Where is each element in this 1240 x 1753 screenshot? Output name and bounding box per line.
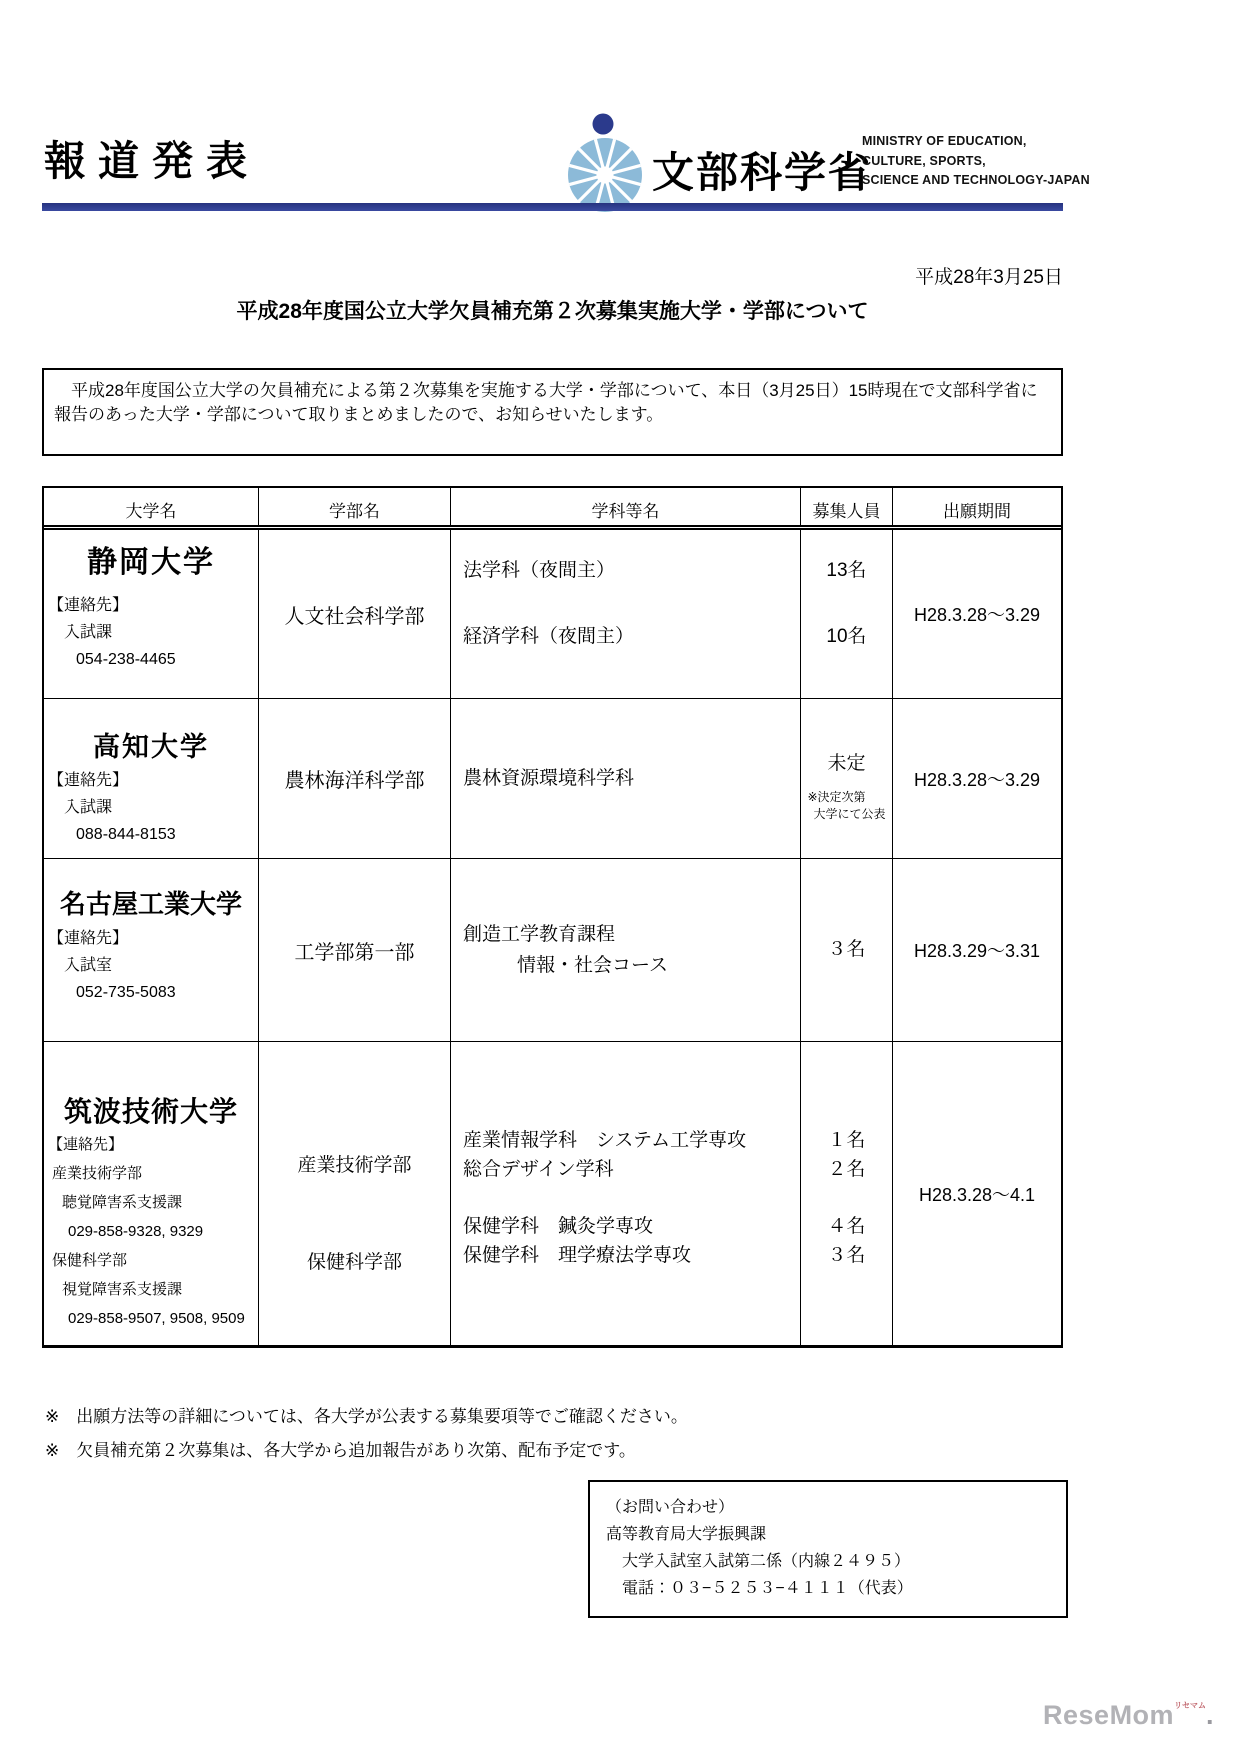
table-header-row [44,488,1061,530]
intro-text: 平成28年度国公立大学の欠員補充による第２次募集を実施する大学・学部について、本日（3月25日）15時現在で文部科学省に報告のあった大学・学部について取りまとめましたので、お知らせいたします。 [54,381,1038,424]
inquiry-line: （お問い合わせ） [606,1499,735,1516]
table-row [44,1042,1061,1345]
department-name: 総合デザイン学科 [463,1159,614,1180]
seats-cell [801,530,893,698]
contact-office: 視覚障害系支援課 [62,1281,183,1298]
watermark-dot: . [1205,1700,1214,1730]
contact-block [44,592,258,673]
ministry-en-line: MINISTRY OF EDUCATION, [862,134,1027,148]
seat-count: ４名 [827,1216,866,1237]
university-cell [44,530,259,698]
seat-count: ３名 [827,1245,866,1266]
university-name: 筑波技術大学 [63,1096,238,1127]
ministry-name-en [862,132,1090,191]
university-cell [44,699,259,858]
contact-phone: 052-735-5083 [76,984,176,1001]
department-name: 情報・社会コース [517,955,669,976]
department-cell [451,859,801,1041]
col-header-faculty: 学部名 [259,488,451,525]
table-row [44,699,1061,859]
seat-count: 13名 [826,560,867,581]
release-date: 平成28年3月25日 [915,267,1063,288]
contact-office: 入試課 [64,624,113,641]
intro-box [42,368,1063,456]
faculty-cell: 人文社会科学部 [259,530,451,698]
department-name: 農林資源環境科学科 [463,767,635,789]
resemom-watermark [1043,1700,1214,1731]
contact-phone: 088-844-8153 [76,826,176,843]
contact-faculty: 産業技術学部 [52,1165,143,1182]
col-header-period: 出願期間 [943,502,1011,521]
faculty-name: 保健科学部 [306,1252,402,1273]
contact-block [44,767,258,848]
department-name: 法学科（夜間主） [463,560,616,581]
faculty-cell: 農林海洋科学部 [259,699,451,858]
mext-logo-icon [566,113,644,213]
department-cell [451,1042,801,1345]
table-row [44,859,1061,1042]
period-cell: H28.3.29～3.31 [913,941,1041,961]
watermark-subtext: リセマム [1174,1701,1206,1710]
col-header-department: 学科等名 [451,488,801,525]
table-row [44,530,1061,699]
footnote: ※ 欠員補充第２次募集は、各大学から追加報告があり次第、配布予定です。 [45,1441,636,1460]
department-name: 産業情報学科 システム工学専攻 [463,1130,747,1151]
header-divider-rule [42,203,1063,211]
ministry-en-line: CULTURE, SPORTS, [862,153,986,168]
contact-phone: 054-238-4465 [76,651,176,668]
contact-phone: 029-858-9507, 9508, 9509 [68,1310,245,1327]
ministry-name-jp: 文部科学省 [652,149,873,196]
period-cell: H28.3.28～4.1 [918,1184,1036,1205]
watermark-text: ReseMom [1043,1700,1175,1730]
contact-label: 【連絡先】 [48,772,129,789]
contact-office: 入試課 [64,799,113,816]
contact-office: 聴覚障害系支援課 [62,1194,183,1211]
footnote: ※ 出願方法等の詳細については、各大学が公表する募集要項等でご確認ください。 [45,1407,688,1426]
contact-block [44,1130,258,1333]
university-cell [44,1042,259,1345]
contact-office: 入試室 [64,957,113,974]
universities-table [42,486,1063,1348]
faculty-cell [259,1042,451,1345]
department-name: 保健学科 鍼灸学専攻 [463,1216,654,1237]
department-name: 経済学科（夜間主） [463,626,635,647]
mext-logo [566,113,644,213]
contact-label: 【連絡先】 [48,1136,124,1153]
faculty-cell: 工学部第一部 [259,859,451,1041]
inquiry-line: 高等教育局大学振興課 [606,1526,767,1543]
seats-note [807,789,885,823]
seats-cell [801,859,893,1041]
contact-block [44,925,258,1006]
department-name: 創造工学教育課程 [463,924,616,945]
seats-note-line: 大学にて公表 [813,806,886,821]
seat-count: 未定 [827,752,866,774]
col-header-university: 大学名 [44,488,259,525]
department-cell [451,699,801,858]
period-cell: H28.3.28～3.29 [913,605,1041,625]
inquiry-line: 電話：０３−５２５３−４１１１（代表） [606,1580,913,1597]
contact-phone: 029-858-9328, 9329 [68,1223,204,1240]
university-name: 名古屋工業大学 [59,889,242,919]
period-cell: H28.3.28～3.29 [913,769,1041,790]
university-name: 静岡大学 [87,546,215,579]
ministry-en-line: SCIENCE AND TECHNOLOGY-JAPAN [862,173,1090,187]
contact-label: 【連絡先】 [48,597,129,614]
seat-count: １名 [827,1130,866,1151]
inquiry-box [588,1480,1068,1618]
seat-count: ３名 [827,939,866,960]
press-release-heading: 報道発表 [44,138,260,184]
faculty-name: 産業技術学部 [297,1155,412,1176]
university-name: 高知大学 [93,732,209,762]
contact-faculty: 保健科学部 [52,1252,128,1269]
seats-note-line: ※決定次第 [807,789,866,804]
document-title: 平成28年度国公立大学欠員補充第２次募集実施大学・学部について [236,300,869,323]
seat-count: ２名 [827,1159,866,1180]
department-cell [451,530,801,698]
seat-count: 10名 [826,626,867,647]
contact-label: 【連絡先】 [48,930,129,947]
col-header-seats: 募集人員 [801,488,893,525]
inquiry-line: 大学入試室入試第二係（内線２４９５） [606,1553,911,1570]
seats-cell [801,699,893,858]
seats-cell [801,1042,893,1345]
university-cell [44,859,259,1041]
department-name: 保健学科 理学療法学専攻 [463,1245,692,1266]
